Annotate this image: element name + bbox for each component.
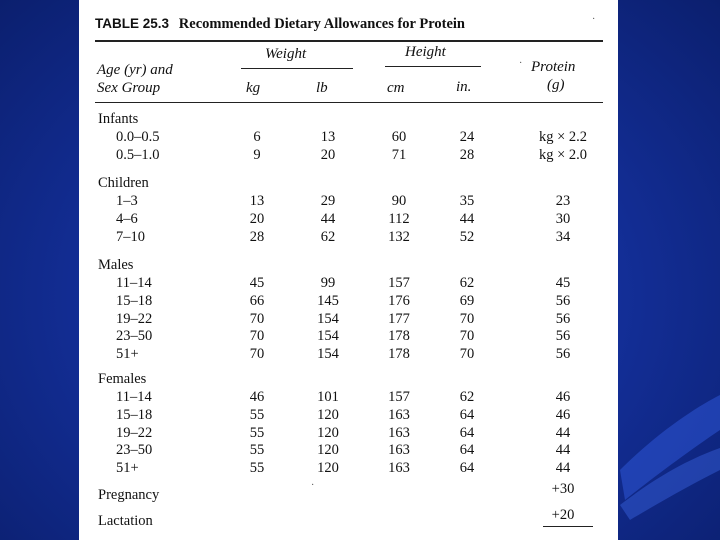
age-cell: 0.5–1.0 [116, 146, 160, 163]
in-cell: 44 [459, 210, 475, 227]
kg-header: kg [246, 80, 261, 96]
age-header-line2: Sex Group [97, 80, 161, 96]
height-underline [385, 66, 481, 67]
kg-cell: 66 [249, 292, 265, 309]
age-cell: 11–14 [116, 389, 152, 405]
kg-cell: 55 [249, 406, 265, 423]
protein-cell: 44 [555, 442, 571, 459]
protein-cell: 44 [555, 424, 571, 441]
protein-cell: 30 [555, 210, 571, 227]
group-label: Males [98, 257, 134, 273]
cm-cell: 60 [391, 129, 407, 145]
table-number: TABLE 25.3 [95, 16, 170, 31]
in-header: in. [456, 79, 472, 95]
kg-cell: 55 [249, 424, 265, 441]
cm-cell: 163 [388, 424, 410, 441]
weight-underline [241, 68, 353, 69]
protein-cell: 46 [555, 406, 571, 423]
table-caption: Recommended Dietary Allowances for Protein [178, 16, 465, 32]
protein-cell: kg × 2.2 [538, 129, 588, 145]
in-cell: 70 [459, 346, 475, 363]
height-header: Height [405, 44, 446, 60]
cm-cell: 163 [388, 406, 410, 423]
in-cell: 24 [459, 129, 475, 145]
age-cell: 4–6 [116, 210, 138, 227]
lb-cell: 154 [317, 328, 339, 345]
lb-cell: 145 [317, 292, 339, 309]
top-rule [95, 40, 603, 42]
lb-cell: 120 [317, 460, 339, 477]
cm-cell: 178 [388, 346, 410, 363]
protein-cell: 34 [555, 228, 571, 245]
in-cell: 64 [459, 442, 475, 459]
lb-cell: 120 [317, 406, 339, 423]
group-label: Infants [98, 111, 139, 127]
lb-cell: 154 [317, 346, 339, 363]
age-cell: 51+ [116, 460, 139, 477]
kg-cell: 70 [249, 328, 265, 345]
cm-cell: 157 [388, 389, 410, 405]
cm-cell: 163 [388, 442, 410, 459]
in-cell: 62 [459, 389, 475, 405]
lb-cell: 13 [320, 129, 336, 145]
in-cell: 35 [459, 193, 475, 209]
lb-cell: 20 [320, 146, 336, 163]
cm-cell: 132 [388, 228, 410, 245]
kg-cell: 6 [253, 129, 261, 145]
scan-speck: · [592, 14, 596, 25]
header-rule [95, 102, 603, 103]
protein-cell: +30 [551, 481, 575, 497]
weight-header: Weight [265, 46, 307, 62]
bottom-rule [543, 526, 593, 527]
scanned-table-page [79, 0, 618, 540]
age-cell: 1–3 [116, 193, 138, 209]
lb-cell: 120 [317, 424, 339, 441]
in-cell: 62 [459, 275, 475, 291]
protein-cell: 56 [555, 328, 571, 345]
age-cell: 11–14 [116, 275, 152, 291]
kg-cell: 55 [249, 442, 265, 459]
group-label: Females [98, 371, 147, 387]
kg-cell: 9 [253, 146, 261, 163]
in-cell: 69 [459, 292, 475, 309]
lb-cell: 62 [320, 228, 336, 245]
protein-cell: 56 [555, 346, 571, 363]
protein-cell: 46 [555, 389, 571, 405]
lb-cell: 99 [320, 275, 336, 291]
lb-cell: 154 [317, 310, 339, 327]
extra-label: Pregnancy [98, 487, 160, 503]
in-cell: 70 [459, 328, 475, 345]
in-cell: 64 [459, 406, 475, 423]
age-cell: 7–10 [116, 228, 145, 245]
protein-cell: 56 [555, 310, 571, 327]
in-cell: 28 [459, 146, 475, 163]
in-cell: 64 [459, 424, 475, 441]
age-cell: 23–50 [116, 328, 153, 345]
kg-cell: 70 [249, 310, 265, 327]
age-cell: 23–50 [116, 442, 153, 459]
age-header-line1: Age (yr) and [97, 62, 173, 78]
protein-cell: kg × 2.0 [538, 146, 588, 163]
in-cell: 64 [459, 460, 475, 477]
group-label: Children [98, 175, 149, 191]
cm-cell: 71 [391, 146, 407, 163]
kg-cell: 20 [249, 210, 265, 227]
kg-cell: 28 [249, 228, 265, 245]
scan-speck: · [311, 480, 315, 491]
age-cell: 51+ [116, 346, 139, 363]
cm-cell: 177 [388, 310, 410, 327]
kg-cell: 13 [249, 193, 265, 209]
in-cell: 52 [459, 228, 475, 245]
age-cell: 0.0–0.5 [116, 129, 160, 145]
age-cell: 15–18 [116, 292, 153, 309]
cm-header: cm [387, 80, 405, 96]
scan-speck: · [519, 58, 523, 69]
protein-cell: 23 [555, 193, 571, 209]
kg-cell: 55 [249, 460, 265, 477]
protein-header-line2: (g) [547, 77, 565, 93]
age-cell: 15–18 [116, 406, 153, 423]
cm-cell: 163 [388, 460, 410, 477]
cm-cell: 157 [388, 275, 410, 291]
kg-cell: 70 [249, 346, 265, 363]
protein-cell: 44 [555, 460, 571, 477]
lb-cell: 29 [320, 193, 336, 209]
kg-cell: 46 [249, 389, 265, 405]
cm-cell: 112 [388, 210, 410, 227]
cm-cell: 176 [388, 292, 410, 309]
in-cell: 70 [459, 310, 475, 327]
protein-cell: 45 [555, 275, 571, 291]
lb-cell: 44 [320, 210, 336, 227]
cm-cell: 178 [388, 328, 410, 345]
kg-cell: 45 [249, 275, 265, 291]
lb-cell: 120 [317, 442, 339, 459]
protein-cell: +20 [551, 507, 575, 523]
protein-cell: 56 [555, 292, 571, 309]
lb-cell: 101 [317, 389, 339, 405]
protein-header-line1: Protein [531, 59, 576, 75]
cm-cell: 90 [391, 193, 407, 209]
extra-label: Lactation [98, 513, 153, 529]
lb-header: lb [316, 80, 328, 96]
age-cell: 19–22 [116, 424, 153, 441]
table-title [95, 16, 465, 33]
age-cell: 19–22 [116, 310, 153, 327]
